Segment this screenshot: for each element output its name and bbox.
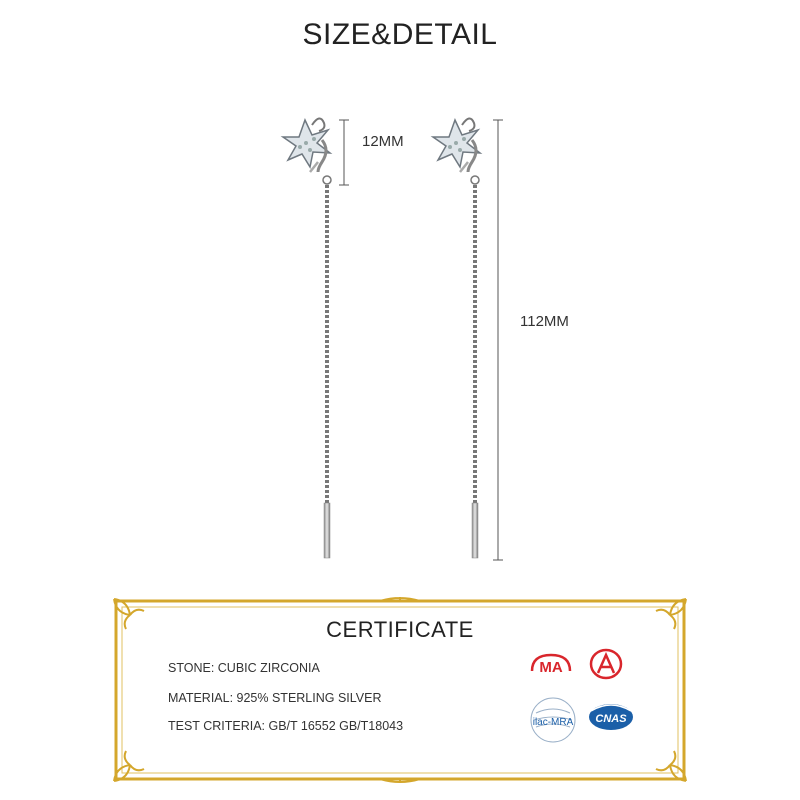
dimension-12mm — [339, 120, 349, 185]
test-criteria-info: TEST CRITERIA: GB/T 16552 GB/T18043 — [168, 719, 404, 733]
dimension-label-12mm: 12MM — [362, 133, 404, 150]
ma-logo — [528, 649, 574, 679]
certificate-title: CERTIFICATE — [326, 617, 474, 642]
dimension-label-112mm: 112MM — [520, 313, 569, 330]
certificate-panel — [110, 595, 690, 785]
ilac-logo-text: ilac-MRA — [532, 717, 574, 728]
dimension-112mm — [493, 120, 503, 560]
page-title: SIZE&DETAIL — [302, 18, 498, 51]
ornament-bottom-right — [656, 751, 686, 781]
cal-logo — [588, 647, 624, 681]
ornament-top-center — [380, 597, 420, 601]
ma-logo-text: MA — [539, 659, 563, 676]
earring-right — [433, 118, 480, 558]
earrings-drawing — [0, 95, 800, 575]
stone-info: STONE: CUBIC ZIRCONIA — [168, 661, 320, 675]
material-info: MATERIAL: 925% STERLING SILVER — [168, 691, 382, 705]
cnas-logo — [586, 699, 636, 735]
ornament-bottom-center — [380, 779, 420, 783]
ornament-bottom-left — [114, 751, 144, 781]
earring-left — [283, 118, 331, 558]
cnas-logo-text: CNAS — [595, 713, 627, 725]
product-illustration — [0, 95, 800, 575]
ilac-mra-logo — [528, 695, 578, 745]
